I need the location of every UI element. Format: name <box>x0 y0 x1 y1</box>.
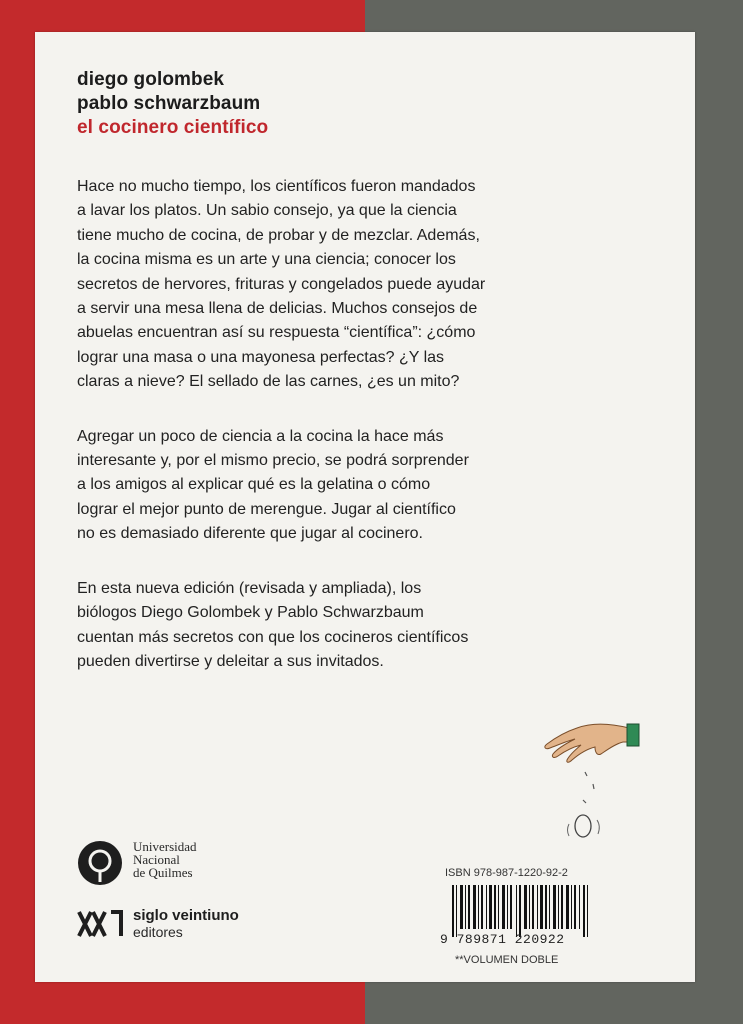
siglo-veintiuno-logo <box>77 907 239 940</box>
unq-emblem-icon <box>77 840 123 886</box>
blurb-text <box>77 175 637 704</box>
hand-dropping-egg-illustration <box>525 712 655 852</box>
barcode-digits: 9 789871 220922 <box>440 932 565 947</box>
author-name: pablo schwarzbaum <box>77 93 261 114</box>
siglo-publisher-subtitle: editores <box>133 924 183 940</box>
blurb-paragraph: En esta nueva edición (revisada y ampliada), los biólogos Diego Golombek y Pablo Schwarzbaum cuentan más secretos con que los cocineros científicos pueden divertirse y deleitar a sus invitados. <box>77 579 469 670</box>
blurb-paragraph: Agregar un poco de ciencia a la cocina la hace más interesante y, por el mismo precio, se podrá sorprender a los amigos al explicar qué es la gelatina o cómo lograr el mejor punto de merengue. Jugar al científico no es demasiado diferente que jugar al cocinero. <box>77 427 469 543</box>
isbn-label: ISBN 978-987-1220-92-2 <box>445 867 568 879</box>
barcode-icon <box>450 885 592 937</box>
blurb-paragraph: Hace no mucho tiempo, los científicos fueron mandados a lavar los platos. Un sabio consejo, ya que la ciencia tiene mucho de cocina, de probar y de mezclar. Además, la cocina misma es un arte y una ciencia; conocer los secretos de hervores, frituras y congelados puede ayudar a servir una mesa llena de delicias. Muchos consejos de abuelas encuentran así su respuesta “científica”: ¿cómo lograr una masa o una mayonesa perfectas? ¿Y las claras a nieve? El sellado de las carnes, ¿es un mito? <box>77 178 486 391</box>
siglo-xxi-emblem-icon <box>77 910 123 938</box>
book-title: el cocinero científico <box>77 117 269 138</box>
unq-name: Universidad Nacional de Quilmes <box>133 839 197 880</box>
siglo-publisher-name: siglo veintiuno <box>133 907 239 924</box>
author-block <box>77 68 268 140</box>
unq-publisher-logo <box>77 840 197 886</box>
volume-note: **VOLUMEN DOBLE <box>455 954 559 966</box>
author-name: diego golombek <box>77 69 225 90</box>
back-cover-panel <box>35 32 695 982</box>
